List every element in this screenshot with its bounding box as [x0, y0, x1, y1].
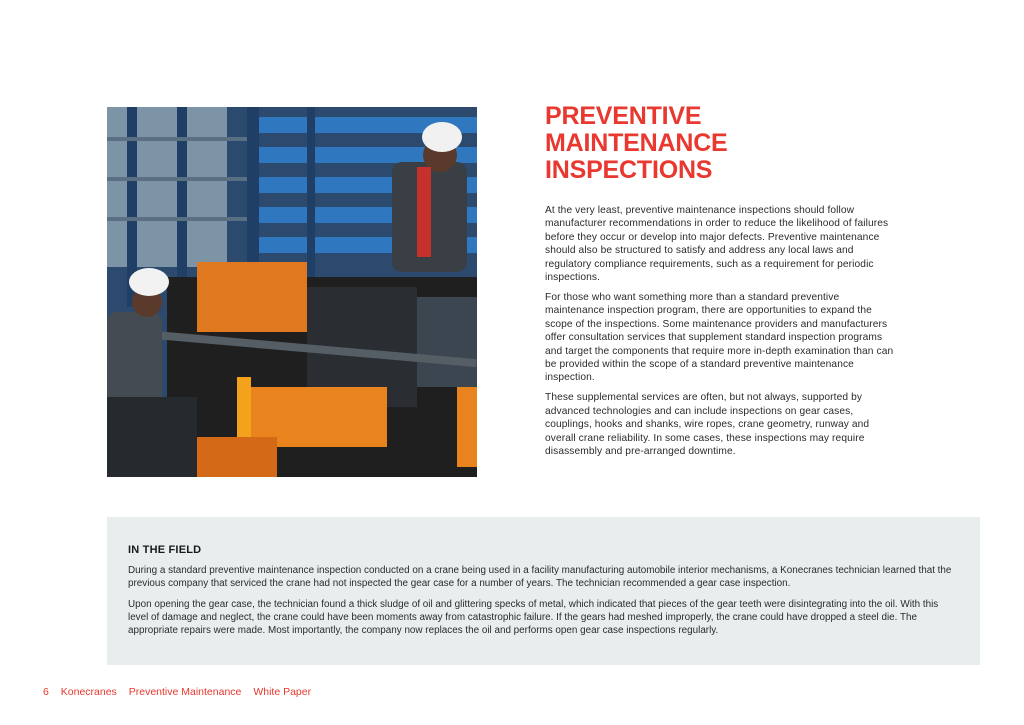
footer-doc-type: White Paper [253, 686, 312, 698]
technicians-photo [107, 107, 477, 477]
footer-brand: Konecranes [60, 686, 117, 698]
panel-paragraph: Upon opening the gear case, the technician found a thick sludge of oil and glittering specks of metal, which indicated that pieces of the gear teeth were disintegrating into the oil. With this level of damage and neglect, the crane could have been moments away from catastrophic failure. If the gears had meshed improperly, the crane could have dropped a steel die. The appropriate repairs were made. Most importantly, the company now replaces the oil and performs open gear case inspections regularly. [128, 598, 939, 637]
article-body [545, 204, 895, 465]
page-footer [43, 686, 320, 698]
panel-title: IN THE FIELD [128, 544, 202, 556]
page-number: 6 [43, 686, 49, 698]
title-line-1: PREVENTIVE [545, 102, 702, 130]
title-line-2: MAINTENANCE [545, 129, 728, 157]
title-line-3: INSPECTIONS [545, 156, 713, 184]
panel-paragraph: During a standard preventive maintenance inspection conducted on a crane being used in a facility manufacturing automobile interior mechanisms, a Konecranes technician learned that the previous company that serviced the crane had not inspected the gear case for a number of years. The technician recommended a gear case inspection. [128, 565, 952, 590]
workshop-illustration [107, 107, 477, 477]
panel-body [128, 564, 958, 644]
page-title [545, 103, 845, 184]
footer-doc-title: Preventive Maintenance [128, 686, 242, 698]
in-the-field-panel [107, 517, 980, 665]
article-paragraph: These supplemental services are often, but not always, supported by advanced technologies and can include inspections on gear cases, couplings, hooks and shanks, wire ropes, crane geometry, runway and overall crane reliability. In some cases, these inspections may require disassembly and pre-arranged downtime. [545, 392, 870, 457]
article-paragraph: At the very least, preventive maintenance inspections should follow manufacturer recommendations in order to reduce the likelihood of failures before they occur or develop into major defects. Preventive maintenance should also be structured to satisfy and address any local laws and regulatory compliance requirements, such as a requirement for periodic inspections. [545, 205, 889, 284]
article-paragraph: For those who want something more than a standard preventive maintenance inspection program, there are opportunities to expand the scope of the inspections. Some maintenance providers and manufacturers offer consultation services that supplement standard inspection programs and target the components that require more in-depth examination than can be provided within the scope of a standard preventive maintenance inspection. [545, 291, 894, 384]
